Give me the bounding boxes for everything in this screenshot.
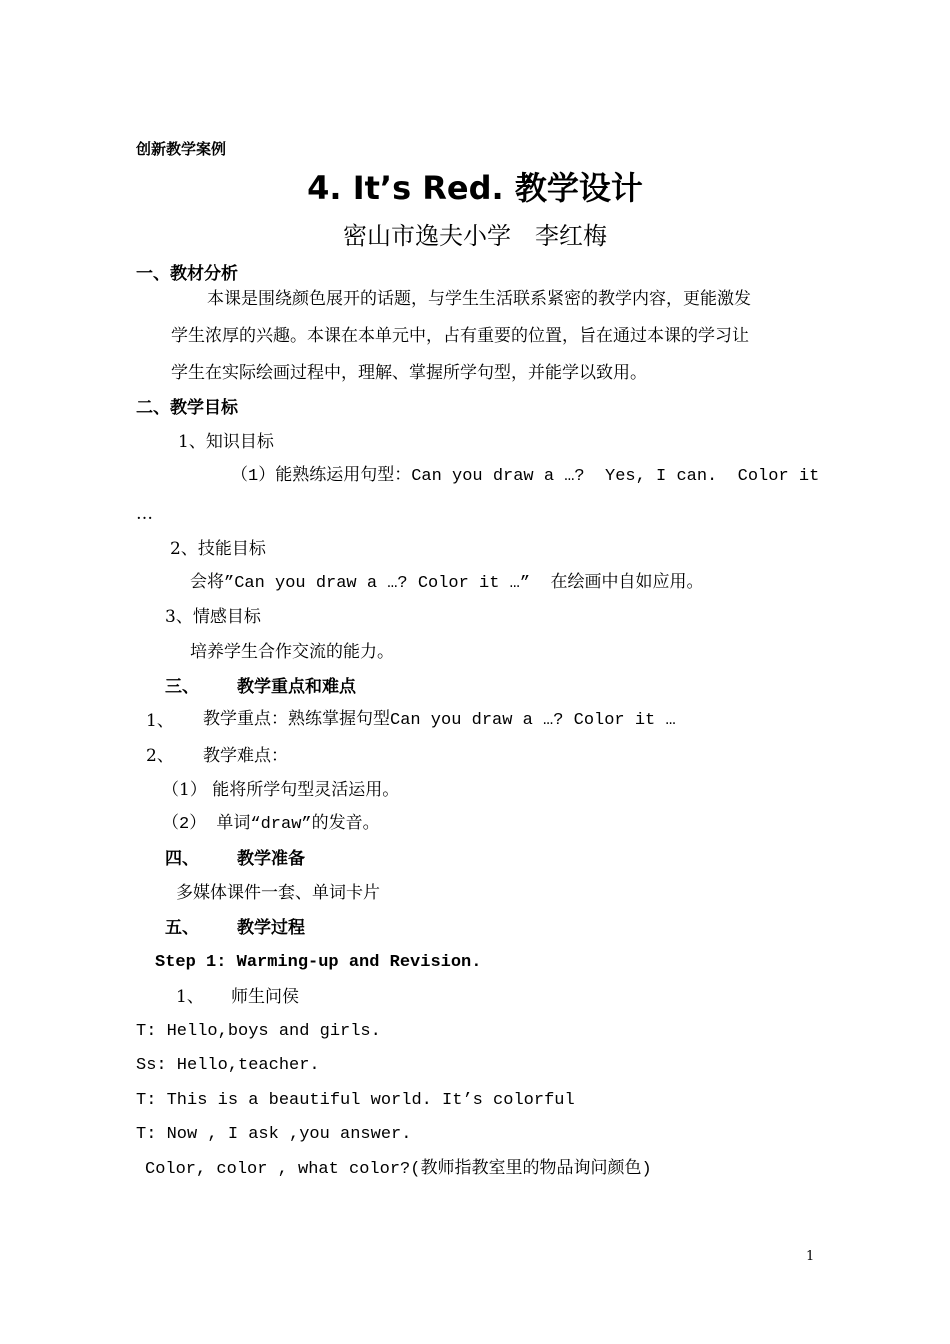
dialog-line: Ss: Hello,teacher. <box>136 1056 320 1075</box>
section-number-4: 四、 <box>165 849 199 869</box>
list-number: 1、 <box>146 711 174 731</box>
paragraph-line: 学生在实际绘画过程中，理解、掌握所学句型，并能学以致用。 <box>171 363 647 383</box>
difficulty-sub-item: （2） 单词“draw”的发音。 <box>162 815 380 834</box>
skill-goal-item: 会将”Can you draw a …? Color it …” 在绘画中自如应用。 <box>190 574 704 593</box>
dialog-line: Color, color , what color?(教师指教室里的物品询问颜色) <box>145 1160 652 1179</box>
step-heading: Step 1: Warming-up and Revision. <box>155 953 482 972</box>
emotion-goal-item: 培养学生合作交流的能力。 <box>190 642 394 662</box>
page-number: 1 <box>806 1249 815 1264</box>
header-label: 创新教学案例 <box>136 140 227 158</box>
dialog-line: T: Now , I ask ,you answer. <box>136 1125 412 1144</box>
paragraph-line: 学生浓厚的兴趣。本课在本单元中，占有重要的位置，旨在通过本课的学习让 <box>171 326 749 346</box>
section-heading-3: 教学重点和难点 <box>237 677 356 697</box>
section-heading-4: 教学准备 <box>237 849 305 869</box>
greeting-item: 师生问侯 <box>231 987 299 1007</box>
section-heading-1: 一、教材分析 <box>136 264 238 284</box>
section-heading-5: 教学过程 <box>237 918 305 938</box>
key-point-item: 教学重点：熟练掌握句型Can you draw a …? Color it … <box>203 711 676 730</box>
emotion-goal-label: 3、情感目标 <box>165 607 261 627</box>
section-number-5: 五、 <box>165 918 199 938</box>
dialog-line: T: This is a beautiful world. It’s colorful <box>136 1091 575 1110</box>
knowledge-goal-label: 1、知识目标 <box>178 432 274 452</box>
paragraph-line: 本课是围绕颜色展开的话题，与学生生活联系紧密的教学内容，更能激发 <box>207 289 751 309</box>
author-line: 密山市逸夫小学 李红梅 <box>343 222 607 250</box>
knowledge-goal-item: （1）能熟练运用句型：Can you draw a …? Yes, I can. Color it <box>231 467 820 486</box>
section-number-3: 三、 <box>165 677 199 697</box>
list-number: 2、 <box>146 746 174 766</box>
knowledge-goal-continuation: … <box>136 504 153 524</box>
difficulty-item: 教学难点： <box>203 746 288 766</box>
difficulty-sub-item: （1） 能将所学句型灵活运用。 <box>162 780 400 800</box>
preparation-content: 多媒体课件一套、单词卡片 <box>176 883 380 903</box>
dialog-line: T: Hello,boys and girls. <box>136 1022 381 1041</box>
skill-goal-label: 2、技能目标 <box>170 539 266 559</box>
page-title: 4. It’s Red. 教学设计 <box>307 169 643 207</box>
list-number: 1、 <box>176 987 204 1007</box>
section-heading-2: 二、教学目标 <box>136 398 238 418</box>
